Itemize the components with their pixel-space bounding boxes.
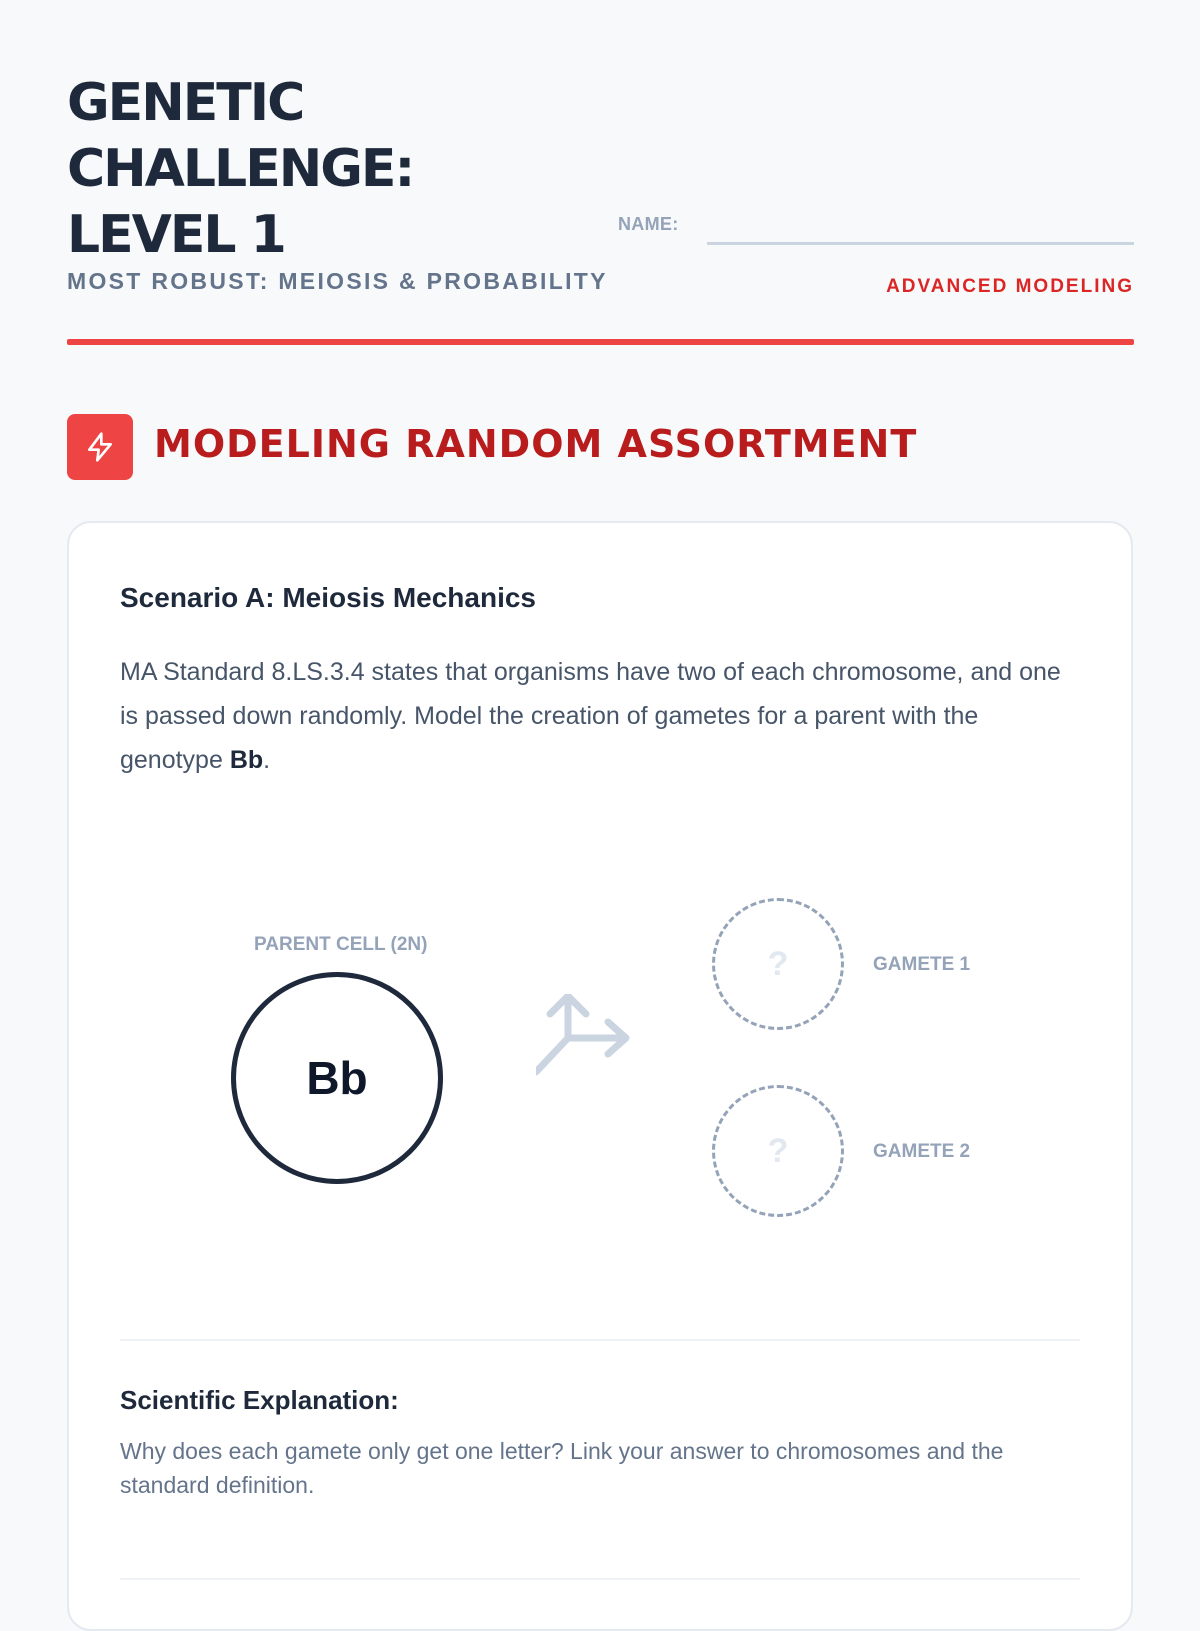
page-title bbox=[67, 70, 627, 268]
worksheet-header bbox=[67, 70, 1134, 350]
name-input[interactable] bbox=[707, 242, 1134, 245]
answer-line[interactable] bbox=[120, 1578, 1080, 1580]
section-badge bbox=[67, 414, 133, 480]
parent-cell bbox=[231, 972, 443, 1184]
scenario-title: Scenario A: Meiosis Mechanics bbox=[120, 582, 536, 613]
name-label: NAME: bbox=[618, 214, 679, 234]
explanation-title: Scientific Explanation: bbox=[120, 1385, 399, 1415]
gamete-2-label: GAMETE 2 bbox=[873, 1141, 971, 1162]
split-arrow-icon bbox=[536, 994, 636, 1094]
title-line-1: GENETIC bbox=[67, 73, 304, 133]
parent-cell-label: PARENT CELL (2N) bbox=[254, 934, 428, 955]
section-divider bbox=[120, 1339, 1080, 1341]
explanation-prompt: Why does each gamete only get one letter? Link your answer to chromosomes and the standard definition. bbox=[120, 1438, 1004, 1498]
section-title: MODELING RANDOM ASSORTMENT bbox=[154, 422, 918, 466]
scenario-text-after: . bbox=[263, 746, 271, 774]
title-line-2: CHALLENGE: bbox=[67, 139, 414, 199]
gamete-2-circle[interactable] bbox=[712, 1085, 844, 1217]
lightning-icon bbox=[84, 431, 116, 463]
gamete-1-placeholder: ? bbox=[767, 944, 789, 983]
scenario-genotype: Bb bbox=[229, 746, 264, 774]
scenario-text bbox=[120, 650, 1080, 782]
title-line-3: LEVEL 1 bbox=[67, 205, 285, 265]
parent-genotype: Bb bbox=[306, 1052, 368, 1104]
level-tag: ADVANCED MODELING bbox=[886, 276, 1134, 297]
scenario-text-before: MA Standard 8.LS.3.4 states that organisms have two of each chromosome, and one is passed down randomly. Model the creation of gametes for a parent with the genotype bbox=[120, 658, 1061, 774]
header-divider bbox=[67, 339, 1134, 345]
gamete-1-label: GAMETE 1 bbox=[873, 954, 971, 975]
page-subtitle: MOST ROBUST: MEIOSIS & PROBABILITY bbox=[67, 268, 608, 294]
gamete-2-placeholder: ? bbox=[767, 1131, 789, 1170]
gamete-1-circle[interactable] bbox=[712, 898, 844, 1030]
